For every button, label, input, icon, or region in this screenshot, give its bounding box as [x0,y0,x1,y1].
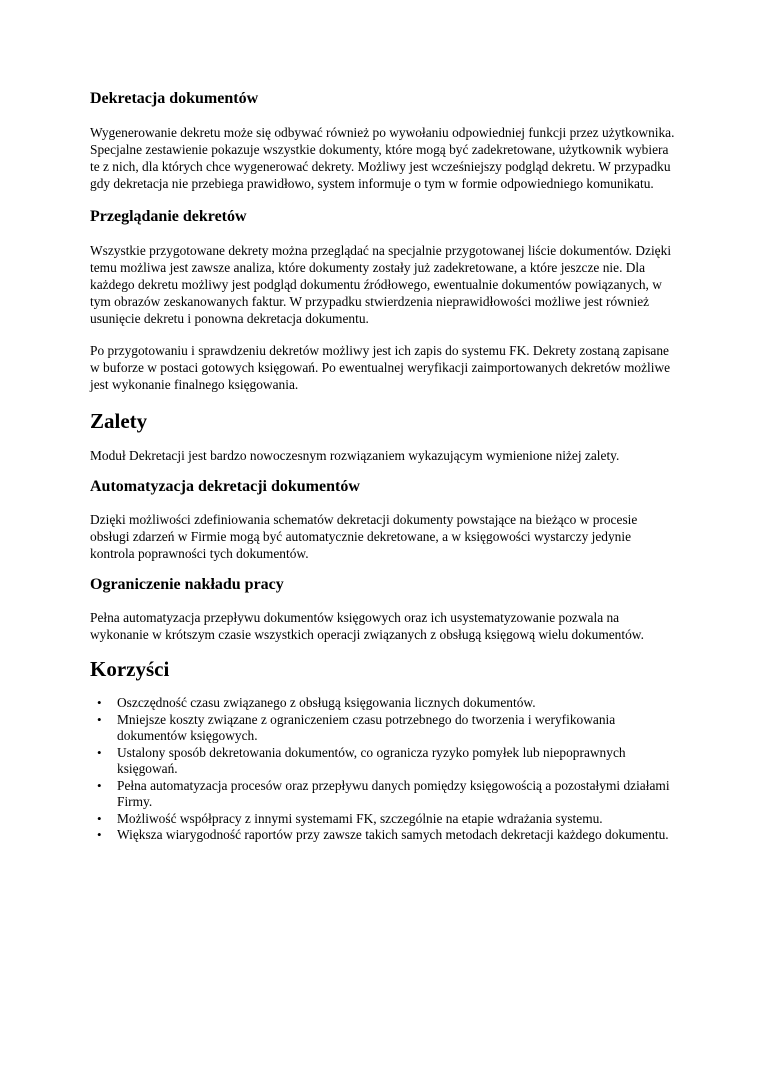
heading-automatyzacja: Automatyzacja dekretacji dokumentów [90,478,360,495]
heading-dekretacja-dokumentow: Dekretacja dokumentów [90,90,259,107]
paragraph-przegladanie: Wszystkie przygotowane dekrety można przeglądać na specjalnie przygotowanej liście dokumentów. Dzięki temu możliwa jest zawsze analiza, które dokumenty zostały już zadekretowane, a które jeszcze nie. Dla każdego dekretu możliwy jest podgląd dokumentu źródłowego, ewentualnie dokumentów powiązanych, w tym obrazów zeskanowanych faktur. W przypadku stwierdzenia nieprawidłowości możliwe jest również usunięcie dekretu i ponowna dekretacja dokumentu. [90,243,672,326]
paragraph-zapis-fk: Po przygotowaniu i sprawdzeniu dekretów możliwy jest ich zapis do systemu FK. Dekrety zostaną zapisane w buforze w postaci gotowych księgowań. Po ewentualnej weryfikacji zaimportowanych dekretów możliwe jest wykonanie finalnego księgowania. [90,343,671,392]
document-page [90,88,675,844]
heading-korzysci: Korzyści [90,657,170,681]
list-item: • Pełna automatyzacja procesów oraz przepływu danych pomiędzy księgowością a pozostałymi działami Firmy. [90,778,677,811]
list-item: • Ustalony sposób dekretowania dokumentów, co ogranicza ryzyko pomyłek lub niepoprawnych księgowań. [90,745,677,778]
heading-przegladanie-dekretow: Przeglądanie dekretów [90,208,247,225]
heading-ograniczenie-nakladu-pracy: Ograniczenie nakładu pracy [90,576,284,593]
paragraph-automatyzacja: Dzięki możliwości zdefiniowania schematów dekretacji dokumenty powstające na bieżąco w procesie obsługi zdarzeń w Firmie mogą być automatycznie dekretowane, a w księgowości wystarczy jedynie kontrola poprawności tych dokumentów. [90,512,638,561]
paragraph-ograniczenie: Pełna automatyzacja przepływu dokumentów księgowych oraz ich usystematyzowanie pozwala na wykonanie w krótszym czasie wszystkich operacji związanych z obsługą księgową wielu dokumentów. [90,610,644,642]
list-item: • Mniejsze koszty związane z ograniczeniem czasu potrzebnego do tworzenia i weryfikowania dokumentów księgowych. [90,712,677,745]
paragraph-zalety: Moduł Dekretacji jest bardzo nowoczesnym rozwiązaniem wykazującym wymienione niżej zalety. [90,448,620,463]
list-item: • Większa wiarygodność raportów przy zawsze takich samych metodach dekretacji każdego dokumentu. [90,827,677,844]
paragraph-dekretacja: Wygenerowanie dekretu może się odbywać również po wywołaniu odpowiedniej funkcji przez użytkownika. Specjalne zestawienie pokazuje wszystkie dokumenty, które mogą być zadekretowane, użytkownik wybiera te z nich, dla których chce wygenerować dekrety. Możliwy jest wcześniejszy podgląd dekretu. W przypadku gdy dekretacja nie przebiega prawidłowo, system informuje o tym w formie odpowiedniego komunikatu. [90,125,675,191]
heading-zalety: Zalety [90,409,148,433]
list-item: • Możliwość współpracy z innymi systemami FK, szczególnie na etapie wdrażania systemu. [90,811,677,828]
benefits-list [90,695,675,844]
list-item: • Oszczędność czasu związanego z obsługą księgowania licznych dokumentów. [90,695,677,712]
